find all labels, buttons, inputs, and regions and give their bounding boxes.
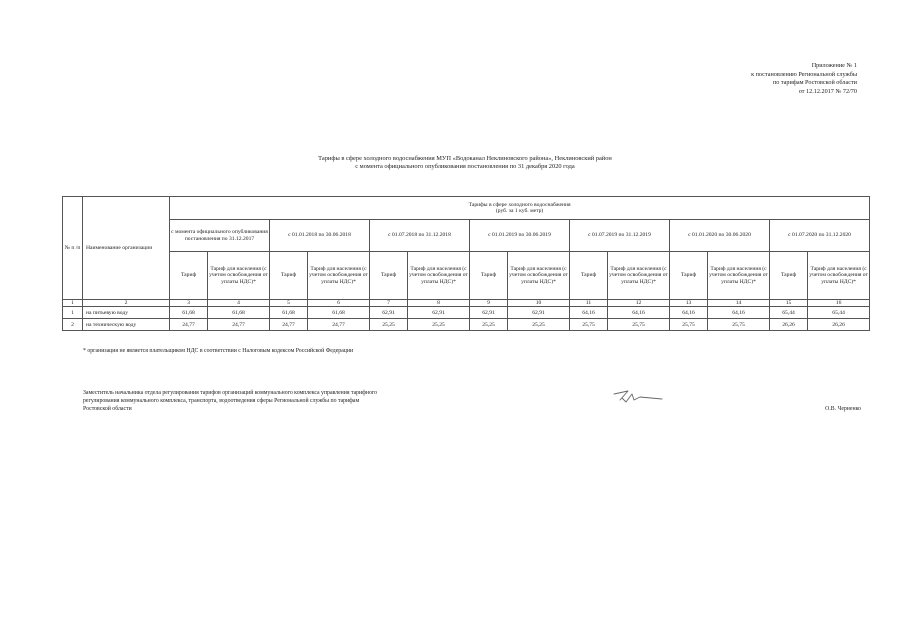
row-num: 2 [63,319,83,331]
header-tariff-population: Тариф для населения (с учетом освобождения от уплаты НДС)* [808,252,870,300]
title-line: Тарифы в сфере холодного водоснабжения МУП «Водоканал Неклиновского района», Неклиновский район [318,155,612,162]
column-number: 10 [508,300,570,307]
row-value: 64,16 [570,307,608,319]
column-number: 16 [808,300,870,307]
column-number: 11 [570,300,608,307]
row-value: 24,77 [270,319,308,331]
signatory-name: О.В. Черненко [825,406,861,412]
column-number: 6 [308,300,370,307]
row-value: 26,26 [808,319,870,331]
row-num: 1 [63,307,83,319]
document-title [200,155,730,172]
row-value: 62,91 [470,307,508,319]
header-period: с 01.01.2019 по 30.06.2019 [470,220,570,252]
header-tariff-population: Тариф для населения (с учетом освобождения от уплаты НДС)* [508,252,570,300]
row-value: 25,25 [508,319,570,331]
header-tariff: Тариф [670,252,708,300]
appendix-block [751,62,857,96]
column-number: 12 [608,300,670,307]
table-row [63,319,870,331]
header-tariff: Тариф [470,252,508,300]
footnote: * организация не является плательщиком НДС в соответствии с Налоговым кодексом Российской Федерации [83,348,354,354]
tariff-table [62,196,870,331]
column-number: 1 [63,300,83,307]
row-value: 25,75 [570,319,608,331]
row-name: на питьевую воду [83,307,170,319]
row-value: 62,91 [408,307,470,319]
column-number: 14 [708,300,770,307]
row-value: 24,77 [170,319,208,331]
header-tariff-group [170,197,870,220]
row-value: 65,44 [770,307,808,319]
column-number: 7 [370,300,408,307]
header-tariff: Тариф [770,252,808,300]
row-value: 24,77 [308,319,370,331]
column-number: 15 [770,300,808,307]
row-value: 61,68 [270,307,308,319]
header-tariff-group-line2: (руб. за 1 куб. метр) [495,208,544,214]
header-tariff-population: Тариф для населения (с учетом освобождения от уплаты НДС)* [308,252,370,300]
row-value: 62,91 [508,307,570,319]
column-number: 3 [170,300,208,307]
signatory-position [83,390,483,413]
header-tariff-group-line1: Тарифы в сфере холодного водоснабжения [468,201,571,208]
row-value: 64,16 [708,307,770,319]
signatory-position-line: регулирования коммунального комплекса, транспорта, водоотведения сферы Региональной службы по тарифам [83,397,360,404]
row-value: 24,77 [208,319,270,331]
row-value: 61,68 [308,307,370,319]
appendix-line: по тарифам Ростовской области [772,79,857,87]
header-period: с 01.07.2018 по 31.12.2018 [370,220,470,252]
column-number-row [63,300,870,307]
header-org: Наименование организации [83,197,170,300]
row-value: 64,16 [608,307,670,319]
header-num: № п /п [63,197,83,300]
row-name: на техническую воду [83,319,170,331]
row-value: 25,25 [408,319,470,331]
row-value: 65,44 [808,307,870,319]
row-value: 25,75 [670,319,708,331]
header-period: с 01.01.2020 по 30.06.2020 [670,220,770,252]
row-value: 25,75 [708,319,770,331]
handwritten-signature [610,388,670,408]
header-tariff: Тариф [270,252,308,300]
header-tariff: Тариф [370,252,408,300]
header-tariff-population: Тариф для населения (с учетом освобождения от уплаты НДС)* [208,252,270,300]
header-tariff-population: Тариф для населения (с учетом освобождения от уплаты НДС)* [708,252,770,300]
row-value: 61,68 [170,307,208,319]
row-value: 25,25 [370,319,408,331]
header-tariff-population: Тариф для населения (с учетом освобождения от уплаты НДС)* [408,252,470,300]
signatory-position-line: Заместитель начальника отдела регулирования тарифов организаций коммунального комплекса управления тарифного [83,390,378,396]
appendix-line: к постановлению Региональной службы [751,70,857,78]
row-value: 25,25 [470,319,508,331]
header-period: с момента официального опубликования постановления по 31.12.2017 [170,220,270,252]
header-tariff: Тариф [570,252,608,300]
header-period: с 01.07.2019 по 31.12.2019 [570,220,670,252]
row-value: 25,75 [608,319,670,331]
row-value: 62,91 [370,307,408,319]
column-number: 9 [470,300,508,307]
row-value: 26,26 [770,319,808,331]
title-line: с момента официального опубликования постановления по 31 декабря 2020 года [355,163,575,171]
row-value: 61,68 [208,307,270,319]
row-value: 64,16 [670,307,708,319]
appendix-line: Приложение № 1 [811,62,857,69]
header-period: с 01.07.2020 по 31.12.2020 [770,220,870,252]
header-tariff-population: Тариф для населения (с учетом освобождения от уплаты НДС)* [608,252,670,300]
column-number: 4 [208,300,270,307]
table-row [63,307,870,319]
header-period: с 01.01.2018 по 30.06.2018 [270,220,370,252]
column-number: 2 [83,300,170,307]
column-number: 5 [270,300,308,307]
column-number: 13 [670,300,708,307]
column-number: 8 [408,300,470,307]
header-tariff: Тариф [170,252,208,300]
appendix-line: от 12.12.2017 № 72/70 [798,87,857,95]
signatory-position-line: Ростовской области [83,405,132,412]
